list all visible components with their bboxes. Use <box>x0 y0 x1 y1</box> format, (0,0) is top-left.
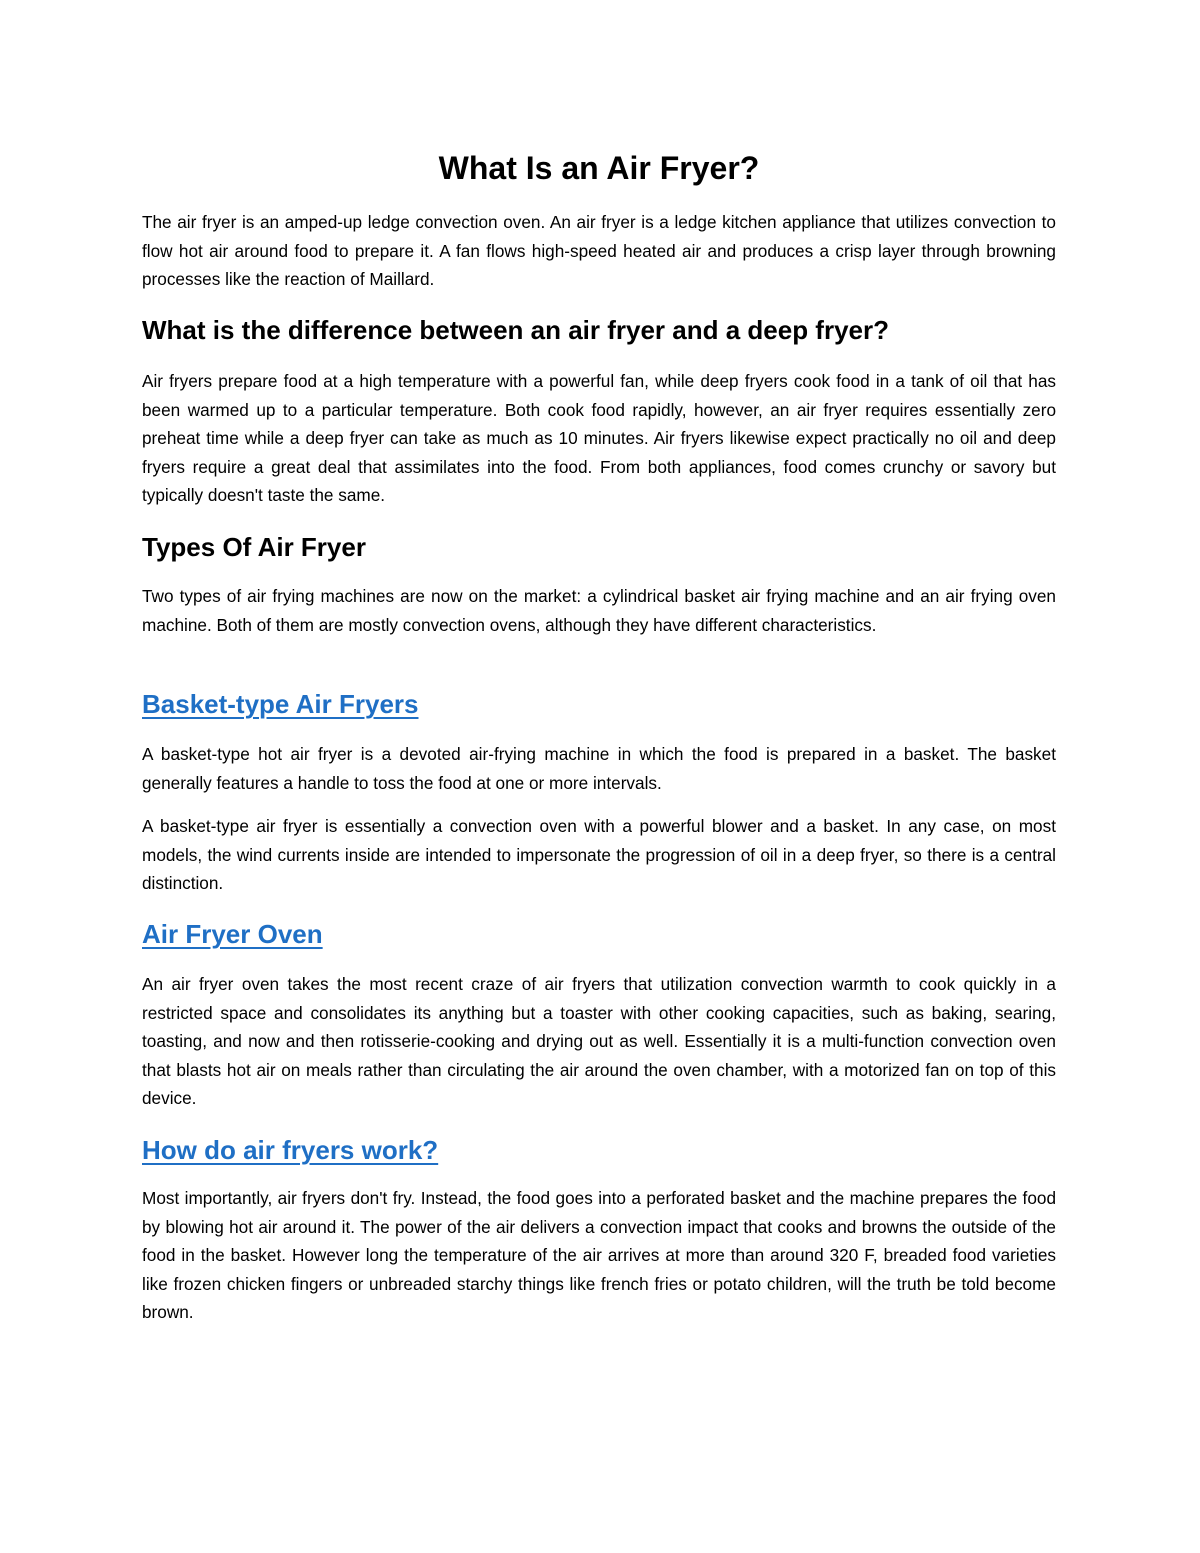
heading-basket-type-link[interactable]: Basket-type Air Fryers <box>142 689 419 719</box>
paragraph-types: Two types of air frying machines are now on the market: a cylindrical basket air frying machine and an air frying oven machine. Both of them are mostly convection ovens, although they have different characteristics. <box>142 586 1056 635</box>
intro-paragraph: The air fryer is an amped-up ledge convection oven. An air fryer is a ledge kitchen appliance that utilizes convection to flow hot air around food to prepare it. A fan flows high-speed heated air and produces a crisp layer through browning processes like the reaction of Maillard. <box>142 212 1056 290</box>
heading-types: Types Of Air Fryer <box>142 532 366 562</box>
paragraph-basket-1: A basket-type hot air fryer is a devoted air-frying machine in which the food is prepared in a basket. The basket generally features a handle to toss the food at one or more intervals. <box>142 744 1056 793</box>
paragraph-difference: Air fryers prepare food at a high temperature with a powerful fan, while deep fryers cook food in a tank of oil that has been warmed up to a particular temperature. Both cook food rapidly, however, an air fryer requires essentially zero preheat time while a deep fryer can take as much as 10 minutes. Air fryers likewise expect practically no oil and deep fryers require a great deal that assimilates into the food. From both appliances, food comes crunchy or savory but typically doesn't taste the same. <box>142 371 1056 506</box>
page-title: What Is an Air Fryer? <box>438 150 760 186</box>
paragraph-basket-2: A basket-type air fryer is essentially a convection oven with a powerful blower and a basket. In any case, on most models, the wind currents inside are intended to impersonate the progression of oil in a deep fryer, so there is a central distinction. <box>142 816 1056 894</box>
heading-how-work-link[interactable]: How do air fryers work? <box>142 1135 439 1165</box>
heading-air-fryer-oven-link[interactable]: Air Fryer Oven <box>142 919 323 949</box>
paragraph-oven: An air fryer oven takes the most recent craze of air fryers that utilization convection warmth to cook quickly in a restricted space and consolidates its anything but a toaster with other cooking capacities, such as baking, searing, toasting, and now and then rotisserie-cooking and drying out as well. Essentially it is a multi-function convection oven that blasts hot air on meals rather than circulating the air around the oven chamber, with a motorized fan on top of this device. <box>142 974 1056 1109</box>
heading-difference: What is the difference between an air fryer and a deep fryer? <box>142 315 889 345</box>
paragraph-how-work: Most importantly, air fryers don't fry. Instead, the food goes into a perforated basket and the machine prepares the food by blowing hot air around it. The power of the air delivers a convection impact that cooks and browns the outside of the food in the basket. However long the temperature of the air arrives at more than around 320 F, breaded food varieties like frozen chicken fingers or unbreaded starchy things like french fries or potato children, will the truth be told become brown. <box>142 1188 1056 1323</box>
